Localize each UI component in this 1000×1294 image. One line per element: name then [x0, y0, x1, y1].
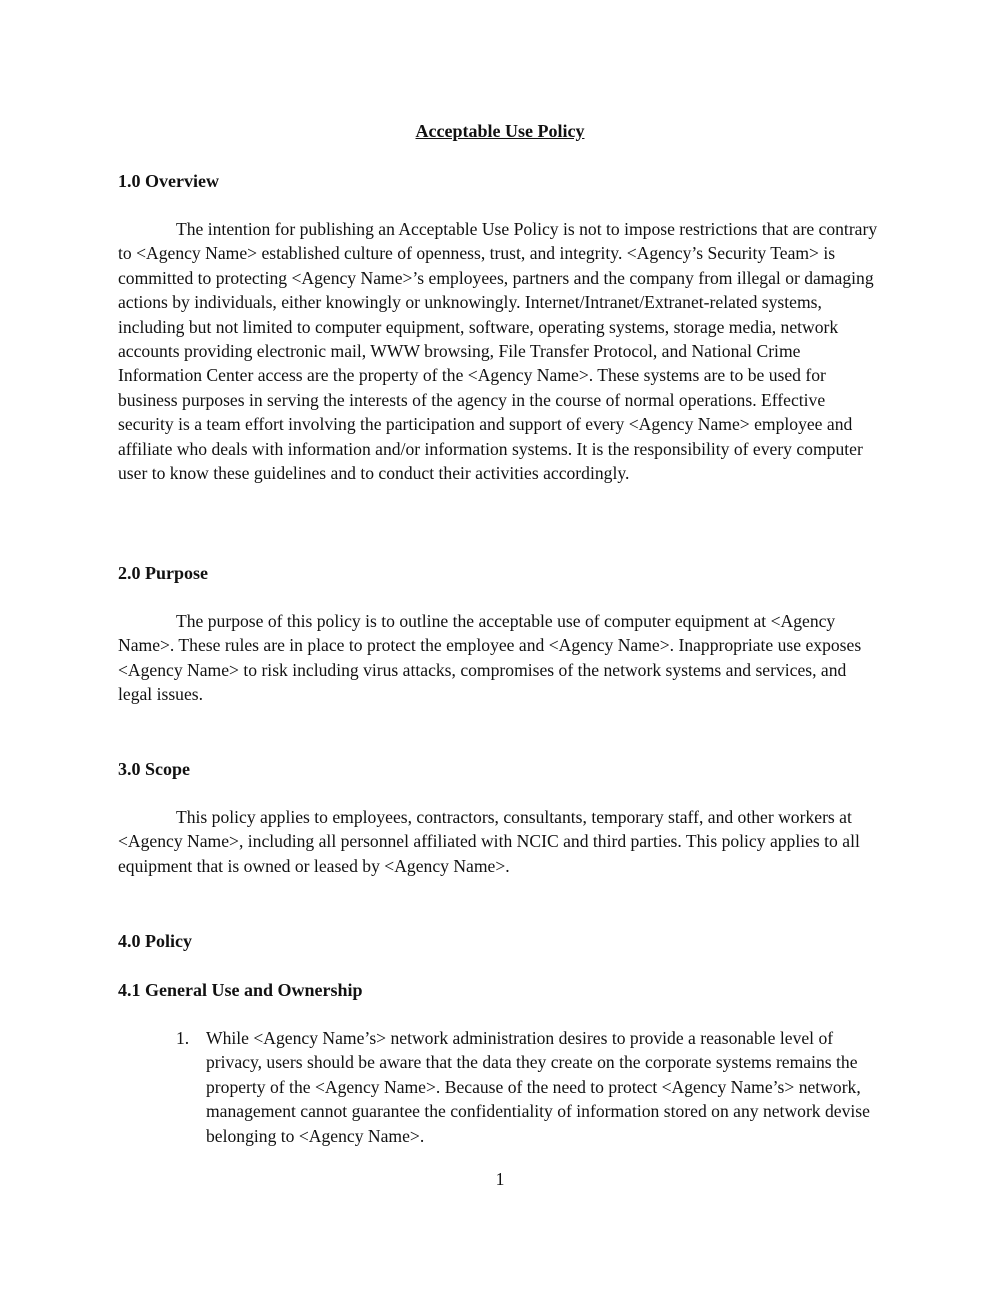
section-body-scope: This policy applies to employees, contractors, consultants, temporary staff, and other workers at <Agency Name>, including all personnel affiliated with NCIC and third parties. This policy applies to all equipment that is owned or leased by <Agency Name>. [118, 807, 860, 876]
list-item [176, 1026, 876, 1148]
section-heading-overview: 1.0 Overview [118, 171, 219, 191]
section-heading-general-use: 4.1 General Use and Ownership [118, 980, 363, 1000]
page-number: 1 [495, 1169, 505, 1189]
list-item-text: While <Agency Name’s> network administration desires to provide a reasonable level of privacy, users should be aware that the data they create on the corporate systems remains the property of the <Agency Name>. Because of the need to protect <Agency Name’s> network, management cannot guarantee the confidentiality of information stored on any network devise belonging to <Agency Name>. [206, 1028, 870, 1146]
list-item-number: 1. [176, 1028, 190, 1048]
section-heading-scope: 3.0 Scope [118, 759, 190, 779]
section-body-purpose: The purpose of this policy is to outline the acceptable use of computer equipment at <Agency Name>. These rules are in place to protect the employee and <Agency Name>. Inappropriate use exposes <Agency Name> to risk including virus attacks, compromises of the network systems and services, and legal issues. [118, 611, 862, 705]
section-heading-purpose: 2.0 Purpose [118, 563, 208, 583]
section-body-overview: The intention for publishing an Acceptable Use Policy is not to impose restrictions that are contrary to <Agency Name> established culture of openness, trust, and integrity. <Agency’s Security Team> is committed to protecting <Agency Name>’s employees, partners and the company from illegal or damaging actions by individuals, either knowingly or unknowingly. Internet/Intranet/Extranet-related systems, including but not limited to computer equipment, software, operating systems, storage media, network accounts providing electronic mail, WWW browsing, File Transfer Protocol, and National Crime Information Center access are the property of the <Agency Name>. These systems are to be used for business purposes in serving the interests of the agency in the course of normal operations. Effective security is a team effort involving the participation and support of every <Agency Name> employee and affiliate who deals with information and/or information systems. It is the responsibility of every computer user to know these guidelines and to conduct their activities accordingly. [118, 219, 878, 484]
section-heading-policy: 4.0 Policy [118, 931, 192, 951]
document-title: Acceptable Use Policy [415, 121, 585, 141]
